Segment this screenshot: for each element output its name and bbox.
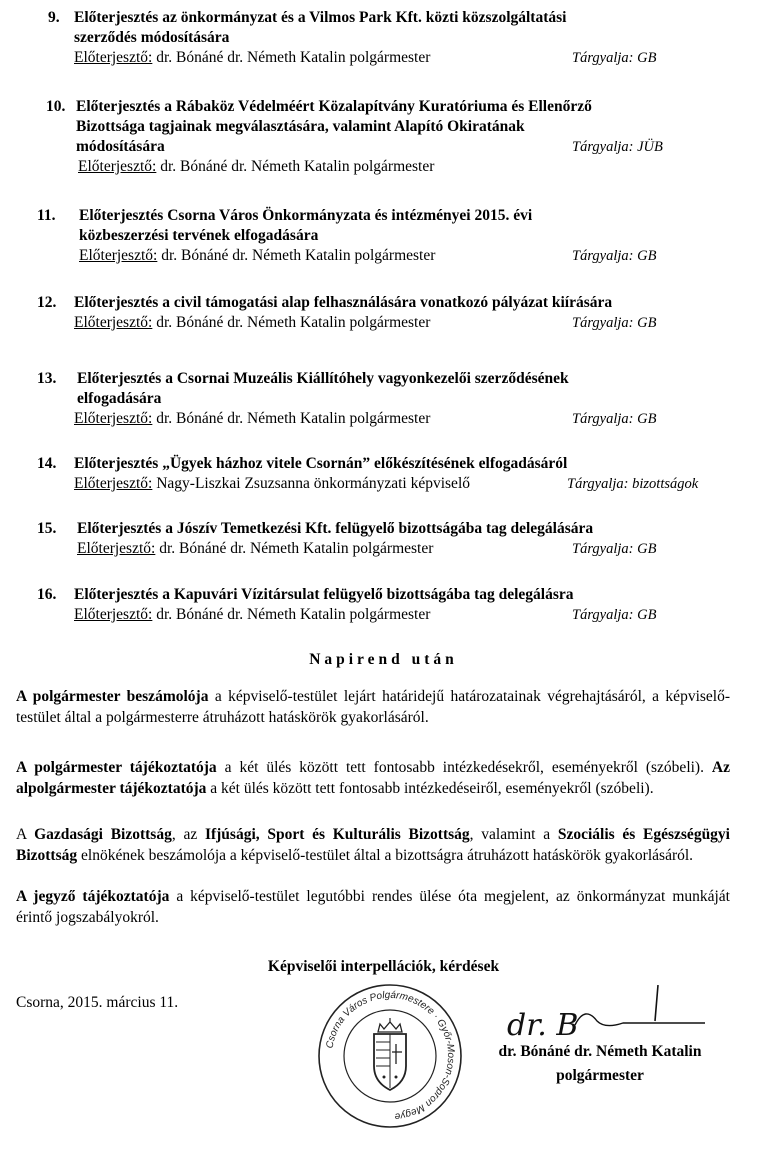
mayor-report-text: a képviselő-testület lejárt határidejű határozatainak végrehajtásáról, a képviselő-testület által a polgármesterre átruházott hatáskörök gyakorlásáról. xyxy=(16,688,731,726)
notary-info-title: A jegyző tájékoztatója xyxy=(16,888,170,905)
official-stamp xyxy=(316,982,464,1130)
signer-name: dr. Bónáné dr. Németh Katalin xyxy=(498,1043,702,1060)
agenda-item-presenter xyxy=(74,409,430,429)
agenda-item-number: 13. xyxy=(37,370,57,387)
agenda-item-presenter xyxy=(77,539,433,559)
committee-youth: Ifjúsági, Sport és Kulturális Bizottság xyxy=(204,826,470,843)
signer-role: polgármester xyxy=(556,1067,644,1084)
agenda-item-presenter xyxy=(74,474,470,494)
agenda-item-committee: Tárgyalja: GB xyxy=(572,248,657,264)
agenda-item-committee: Tárgyalja: GB xyxy=(572,541,657,557)
presenter-name: dr. Bónáné dr. Németh Katalin polgármester xyxy=(156,158,435,175)
signer-block xyxy=(470,1042,730,1086)
handwritten-signature xyxy=(505,985,705,1045)
agenda-item-title: Előterjesztés a Kapuvári Vízitársulat felügyelő bizottságába tag delegálásra xyxy=(74,586,574,603)
committee-report-text-e: elnökének beszámolója a képviselő-testület által a bizottságra átruházott hatáskörök gyakorlásáról. xyxy=(77,846,694,864)
agenda-item-presenter xyxy=(74,605,430,625)
agenda-item-presenter xyxy=(74,48,430,68)
agenda-item-committee: Tárgyalja: GB xyxy=(572,50,657,66)
presenter-name: dr. Bónáné dr. Németh Katalin polgármester xyxy=(155,540,434,557)
after-agenda-heading: Napirend után xyxy=(309,651,458,668)
presenter-label: Előterjesztő: xyxy=(74,475,153,492)
agenda-item-number: 14. xyxy=(37,455,57,472)
mayor-info-text: a két ülés között tett fontosabb intézkedésekről, eseményekről (szóbeli). xyxy=(216,759,704,776)
agenda-item-title: Előterjesztés a Jószív Temetkezési Kft. felügyelő bizottságába tag delegálására xyxy=(77,520,594,537)
mayor-report-title: A polgármester beszámolója xyxy=(16,688,209,705)
stamp-text: Csorna Város Polgármestere · Győr-Moson-Sopron Megye xyxy=(324,989,457,1122)
presenter-label: Előterjesztő: xyxy=(74,49,153,66)
presenter-label: Előterjesztő: xyxy=(74,606,153,623)
agenda-item-committee: Tárgyalja: GB xyxy=(572,411,657,427)
agenda-item-number: 11. xyxy=(37,207,56,224)
presenter-name: dr. Bónáné dr. Németh Katalin polgármester xyxy=(157,247,436,264)
agenda-item-number: 12. xyxy=(37,294,57,311)
presenter-label: Előterjesztő: xyxy=(74,314,153,331)
committee-social: Szociális és Egészségügyi Bizottság xyxy=(16,826,730,864)
agenda-item-committee: Tárgyalja: GB xyxy=(572,607,657,623)
agenda-item-title: Előterjesztés Csorna Város Önkormányzata és intézményei 2015. évi közbeszerzési tervének elfogadására xyxy=(79,207,533,244)
agenda-item-presenter xyxy=(78,157,434,177)
presenter-label: Előterjesztő: xyxy=(78,158,157,175)
agenda-item-title: Előterjesztés a Csornai Muzeális Kiállítóhely vagyonkezelői szerződésének elfogadására xyxy=(77,370,569,407)
agenda-item-number: 9. xyxy=(48,9,60,26)
presenter-name: dr. Bónáné dr. Németh Katalin polgármester xyxy=(152,314,431,331)
presenter-label: Előterjesztő: xyxy=(77,540,156,557)
committee-report-text-a: A xyxy=(16,826,35,843)
committee-report-text-d: , valamint a xyxy=(469,826,558,843)
committee-report-paragraph xyxy=(16,825,730,866)
mayor-report-paragraph xyxy=(16,687,730,728)
agenda-item-number: 16. xyxy=(37,586,57,603)
presenter-label: Előterjesztő: xyxy=(79,247,158,264)
presenter-name: Nagy-Liszkai Zsuzsanna önkormányzati képviselő xyxy=(152,475,470,492)
agenda-item-title: Előterjesztés a civil támogatási alap felhasználására vonatkozó pályázat kiírására xyxy=(74,294,613,311)
presenter-name: dr. Bónáné dr. Németh Katalin polgármester xyxy=(152,49,431,66)
committee-report-text-c: , az xyxy=(171,826,205,843)
agenda-item-committee: Tárgyalja: JÜB xyxy=(572,139,663,155)
agenda-item-title: Előterjesztés „Ügyek házhoz vitele Csornán” előkészítésének elfogadásáról xyxy=(74,455,568,472)
presenter-label: Előterjesztő: xyxy=(74,410,153,427)
notary-info-paragraph xyxy=(16,887,730,928)
deputy-mayor-info-title: Az alpolgármester tájékoztatója xyxy=(16,759,730,797)
interpellations-heading: Képviselői interpellációk, kérdések xyxy=(267,958,500,975)
agenda-item-title: Előterjesztés a Rábaköz Védelméért Közalapítvány Kuratóriuma és Ellenőrző Bizottsága tagjainak megválasztására, valamint Alapító Okiratának módosítására xyxy=(76,98,592,155)
presenter-name: dr. Bónáné dr. Németh Katalin polgármester xyxy=(152,606,431,623)
notary-info-text: a képviselő-testület legutóbbi rendes ülése óta megjelent, az önkormányzat munkáját érintő jogszabályokról. xyxy=(16,888,730,926)
committee-economic: Gazdasági Bizottság xyxy=(34,826,172,843)
mayor-info-paragraph xyxy=(16,758,730,799)
agenda-item-number: 10. xyxy=(46,98,66,115)
agenda-item-number: 15. xyxy=(37,520,57,537)
mayor-info-title: A polgármester tájékoztatója xyxy=(16,759,217,776)
coat-of-arms-icon xyxy=(374,1018,406,1090)
deputy-mayor-info-text: a két ülés között tett fontosabb intézkedéseiről, eseményekről (szóbeli). xyxy=(206,779,654,797)
agenda-item-presenter xyxy=(74,313,430,333)
presenter-name: dr. Bónáné dr. Németh Katalin polgármester xyxy=(152,410,431,427)
svg-text:dr. B: dr. B xyxy=(507,1008,579,1043)
agenda-item-presenter xyxy=(79,246,435,266)
agenda-item-committee: Tárgyalja: GB xyxy=(572,315,657,331)
agenda-item-title: Előterjesztés az önkormányzat és a Vilmos Park Kft. közti közszolgáltatási szerződés módosítására xyxy=(74,9,567,46)
agenda-item-committee: Tárgyalja: bizottságok xyxy=(567,476,699,492)
place-date: Csorna, 2015. március 11. xyxy=(16,994,179,1011)
